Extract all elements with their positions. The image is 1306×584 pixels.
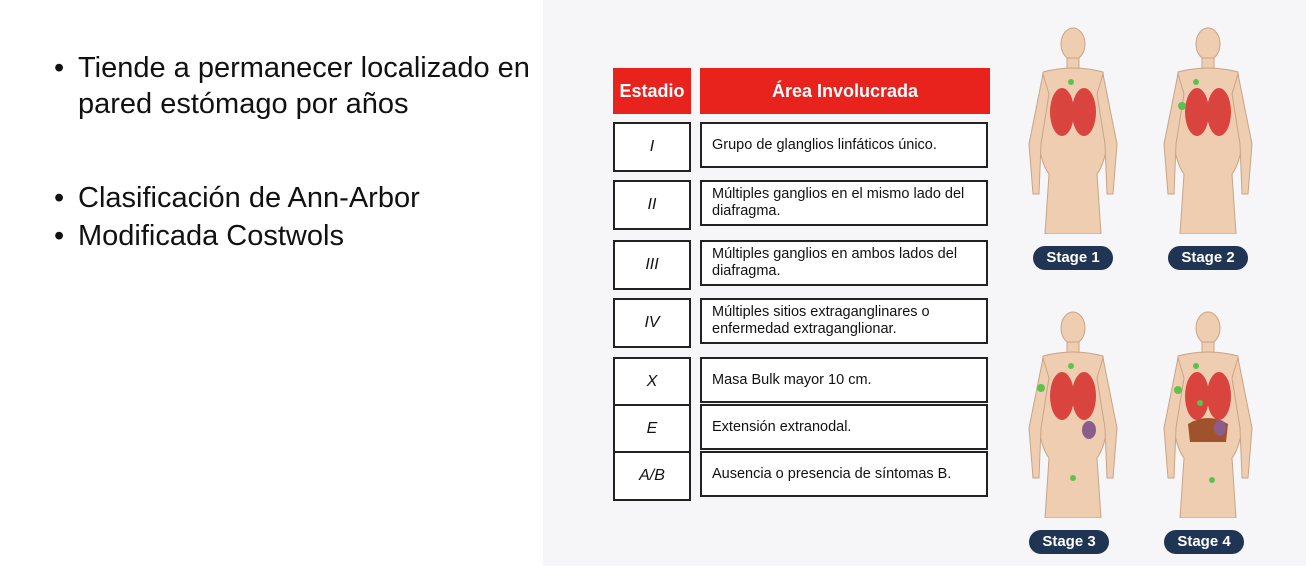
area-cell: Grupo de glanglios linfáticos único. [700,122,988,168]
stage-cell: I [613,122,691,172]
body-illustration-stage-4 [1152,308,1264,518]
area-cell: Masa Bulk mayor 10 cm. [700,357,988,403]
body-illustration-stage-1 [1017,24,1129,234]
area-cell: Ausencia o presencia de síntomas B. [700,451,988,497]
stage-cell: III [613,240,691,290]
stage-2-label: Stage 2 [1168,246,1248,270]
bullet-item: • Tiende a permanecer localizado en pared estómago por años [52,50,532,122]
stage-cell: X [613,357,691,407]
body-illustration-stage-3 [1017,308,1129,518]
bullet-item: • Modificada Costwols [52,218,532,254]
table-header-area: Área Involucrada [700,68,990,114]
table-header-stage: Estadio [613,68,691,114]
stage-1-label: Stage 1 [1033,246,1113,270]
area-cell: Múltiples sitios extraganglinares o enfermedad extraganglionar. [700,298,988,344]
area-cell: Múltiples ganglios en el mismo lado del diafragma. [700,180,988,226]
stage-cell: II [613,180,691,230]
stage-4-label: Stage 4 [1164,530,1244,554]
area-cell: Múltiples ganglios en ambos lados del diafragma. [700,240,988,286]
area-cell: Extensión extranodal. [700,404,988,450]
stage-cell: A/B [613,451,691,501]
staging-figure [543,0,1306,566]
bullet-list [52,50,532,254]
stage-cell: IV [613,298,691,348]
stage-3-label: Stage 3 [1029,530,1109,554]
bullet-item: • Clasificación de Ann-Arbor [52,180,532,216]
body-illustration-stage-2 [1152,24,1264,234]
stage-cell: E [613,404,691,454]
